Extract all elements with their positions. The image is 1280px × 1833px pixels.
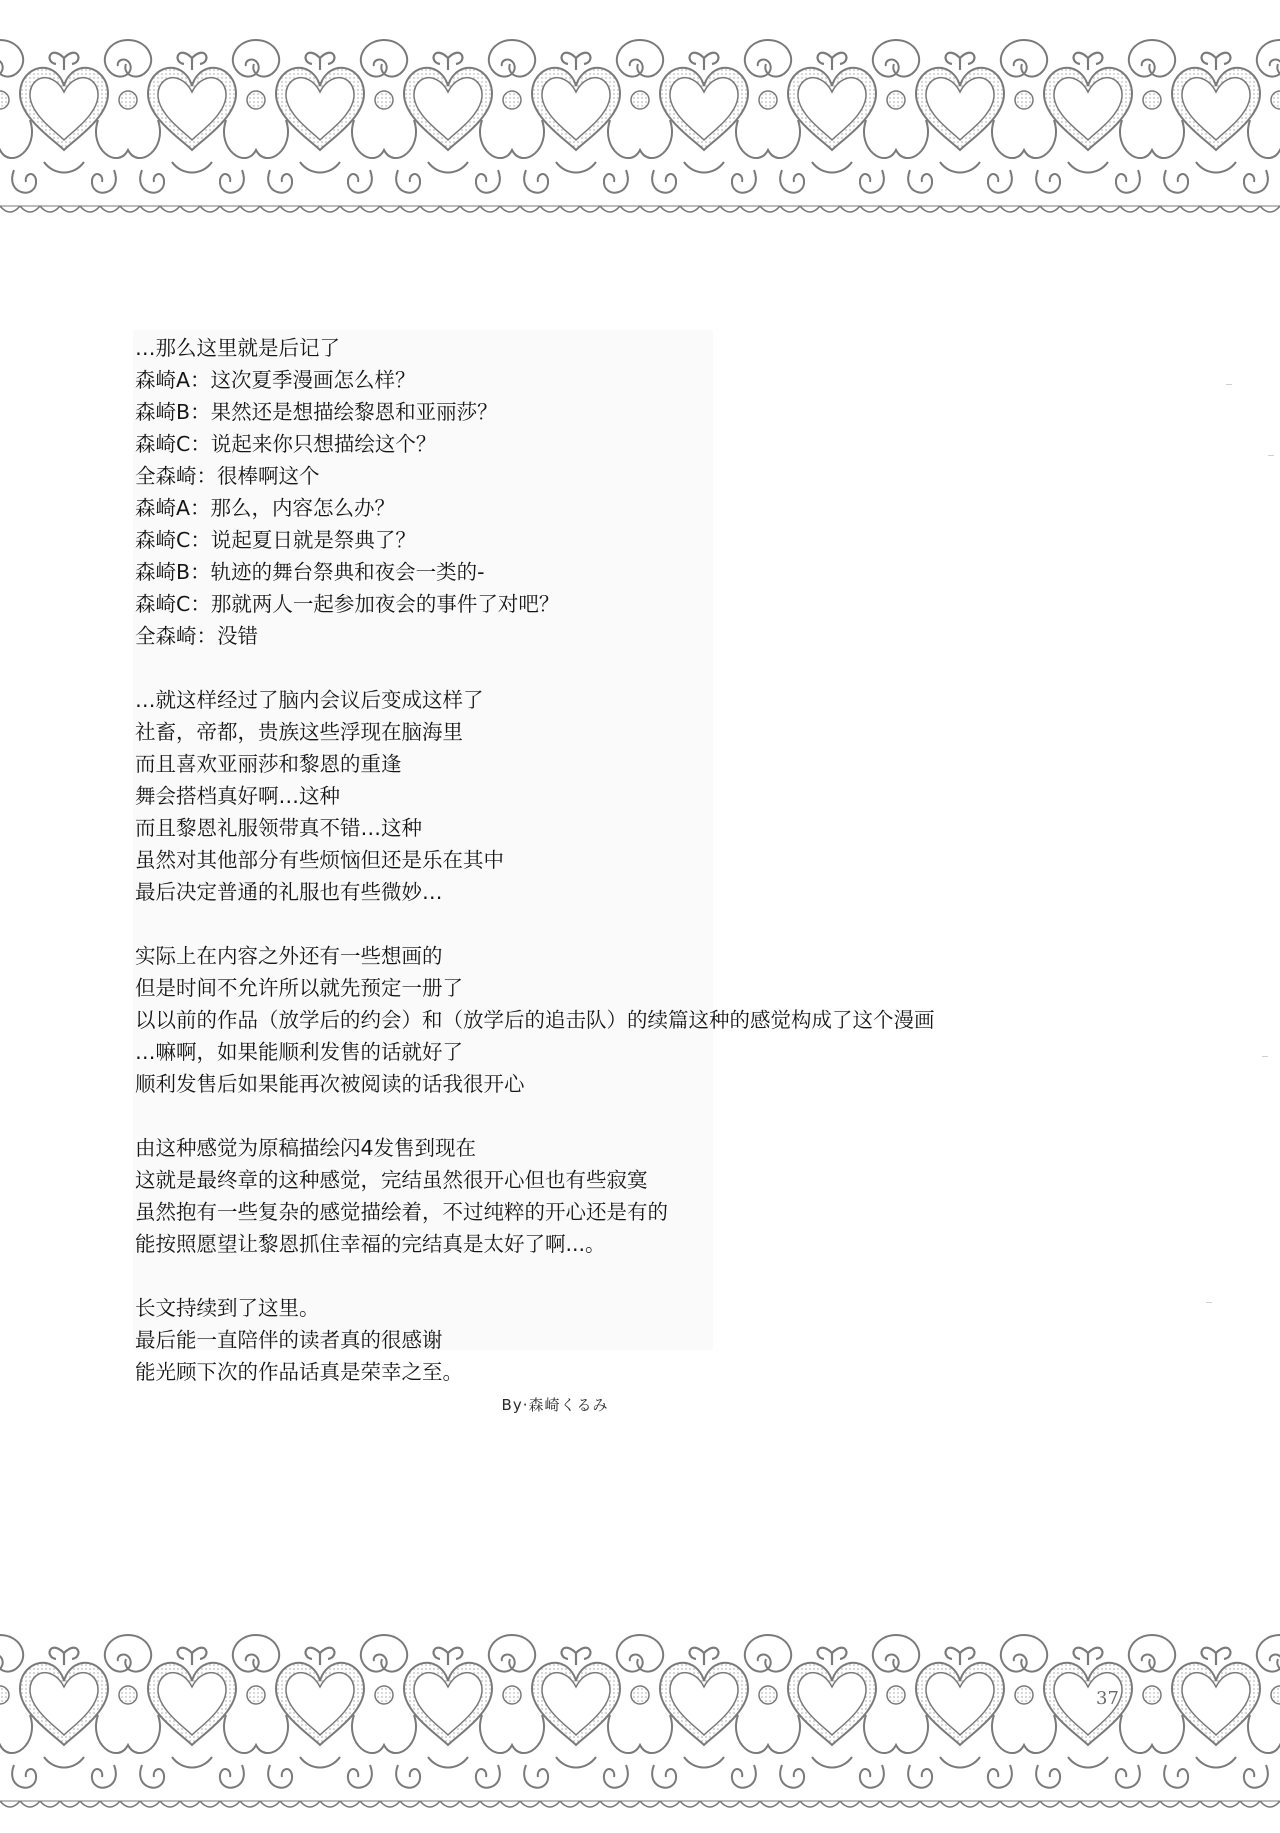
text-line: 能光顾下次的作品话真是荣幸之至。: [135, 1360, 463, 1384]
lace-motif: [396, 1635, 544, 1788]
lace-motif: [652, 1635, 800, 1788]
text-line: 森崎B：轨迹的舞台祭典和夜会一类的-: [135, 560, 485, 584]
lace-motif: [268, 1635, 416, 1788]
lace-motif: [524, 1635, 672, 1788]
lace-motif: [12, 1635, 160, 1788]
scan-speck: [1262, 1056, 1268, 1057]
scan-speck: [1226, 384, 1232, 385]
blank-line: [135, 1100, 1135, 1132]
blank-line: [135, 652, 1135, 684]
lace-heart-pattern-top: [0, 0, 1280, 220]
text-line: …嘛啊，如果能顺利发售的话就好了: [135, 1040, 463, 1064]
text-line: 以以前的作品（放学后的约会）和（放学后的追击队）的续篇这种的感觉构成了这个漫画: [135, 1008, 935, 1032]
lace-motif: [652, 40, 800, 193]
lace-motif: [0, 40, 32, 193]
lace-motif: [908, 1635, 1056, 1788]
text-line: 森崎A：这次夏季漫画怎么样？: [135, 368, 416, 392]
text-line: 但是时间不允许所以就先预定一册了: [135, 976, 463, 1000]
lace-motif: [780, 40, 928, 193]
text-line: 森崎C：那就两人一起参加夜会的事件了对吧？: [135, 592, 560, 616]
text-line: 而且喜欢亚丽莎和黎恩的重逢: [135, 752, 402, 776]
author-signature: By·森崎くるみ: [501, 1396, 609, 1414]
text-line: 森崎A：那么，内容怎么办？: [135, 496, 396, 520]
text-line: …那么这里就是后记了: [135, 336, 340, 360]
lace-motif: [140, 1635, 288, 1788]
lace-motif: [1036, 40, 1184, 193]
text-line: 能按照愿望让黎恩抓住幸福的完结真是太好了啊...。: [135, 1232, 606, 1256]
lace-motif: [1164, 40, 1280, 193]
lace-motif: [396, 40, 544, 193]
lace-heart-pattern-bottom: [0, 1595, 1280, 1815]
lace-motif: [1036, 1635, 1184, 1788]
lace-motif: [1164, 1635, 1280, 1788]
text-line: 森崎B：果然还是想描绘黎恩和亚丽莎？: [135, 400, 498, 424]
lace-motif: [0, 1635, 32, 1788]
text-line: 社畜，帝都，贵族这些浮现在脑海里: [135, 720, 463, 744]
text-line: 舞会搭档真好啊…这种: [135, 784, 340, 808]
text-line: 最后能一直陪伴的读者真的很感谢: [135, 1328, 443, 1352]
page-number: 37: [1096, 1688, 1119, 1709]
lace-motif: [524, 40, 672, 193]
afterword-text: [135, 332, 1135, 1388]
lace-motif: [908, 40, 1056, 193]
text-line: 由这种感觉为原稿描绘闪4发售到现在: [135, 1136, 477, 1160]
lace-motif: [12, 40, 160, 193]
top-lace-border: [0, 0, 1280, 220]
text-line: 全森崎：没错: [135, 624, 258, 648]
text-line: 森崎C：说起夏日就是祭典了？: [135, 528, 416, 552]
blank-line: [135, 1260, 1135, 1292]
scan-speck: [1268, 455, 1274, 456]
text-line: 全森崎：很棒啊这个: [135, 464, 320, 488]
text-line: 虽然抱有一些复杂的感觉描绘着，不过纯粹的开心还是有的: [135, 1200, 668, 1224]
text-line: 顺利发售后如果能再次被阅读的话我很开心: [135, 1072, 525, 1096]
text-line: …就这样经过了脑内会议后变成这样了: [135, 688, 484, 712]
scan-speck: [1206, 1302, 1212, 1303]
text-line: 实际上在内容之外还有一些想画的: [135, 944, 443, 968]
lace-motif: [140, 40, 288, 193]
blank-line: [135, 908, 1135, 940]
lace-motif: [780, 1635, 928, 1788]
text-line: 这就是最终章的这种感觉，完结虽然很开心但也有些寂寞: [135, 1168, 648, 1192]
text-line: 而且黎恩礼服领带真不错…这种: [135, 816, 422, 840]
text-line: 最后决定普通的礼服也有些微妙…: [135, 880, 443, 904]
text-line: 森崎C：说起来你只想描绘这个？: [135, 432, 437, 456]
text-line: 虽然对其他部分有些烦恼但还是乐在其中: [135, 848, 504, 872]
text-line: 长文持续到了这里。: [135, 1296, 320, 1320]
lace-motif: [268, 40, 416, 193]
bottom-lace-border: [0, 1595, 1280, 1815]
